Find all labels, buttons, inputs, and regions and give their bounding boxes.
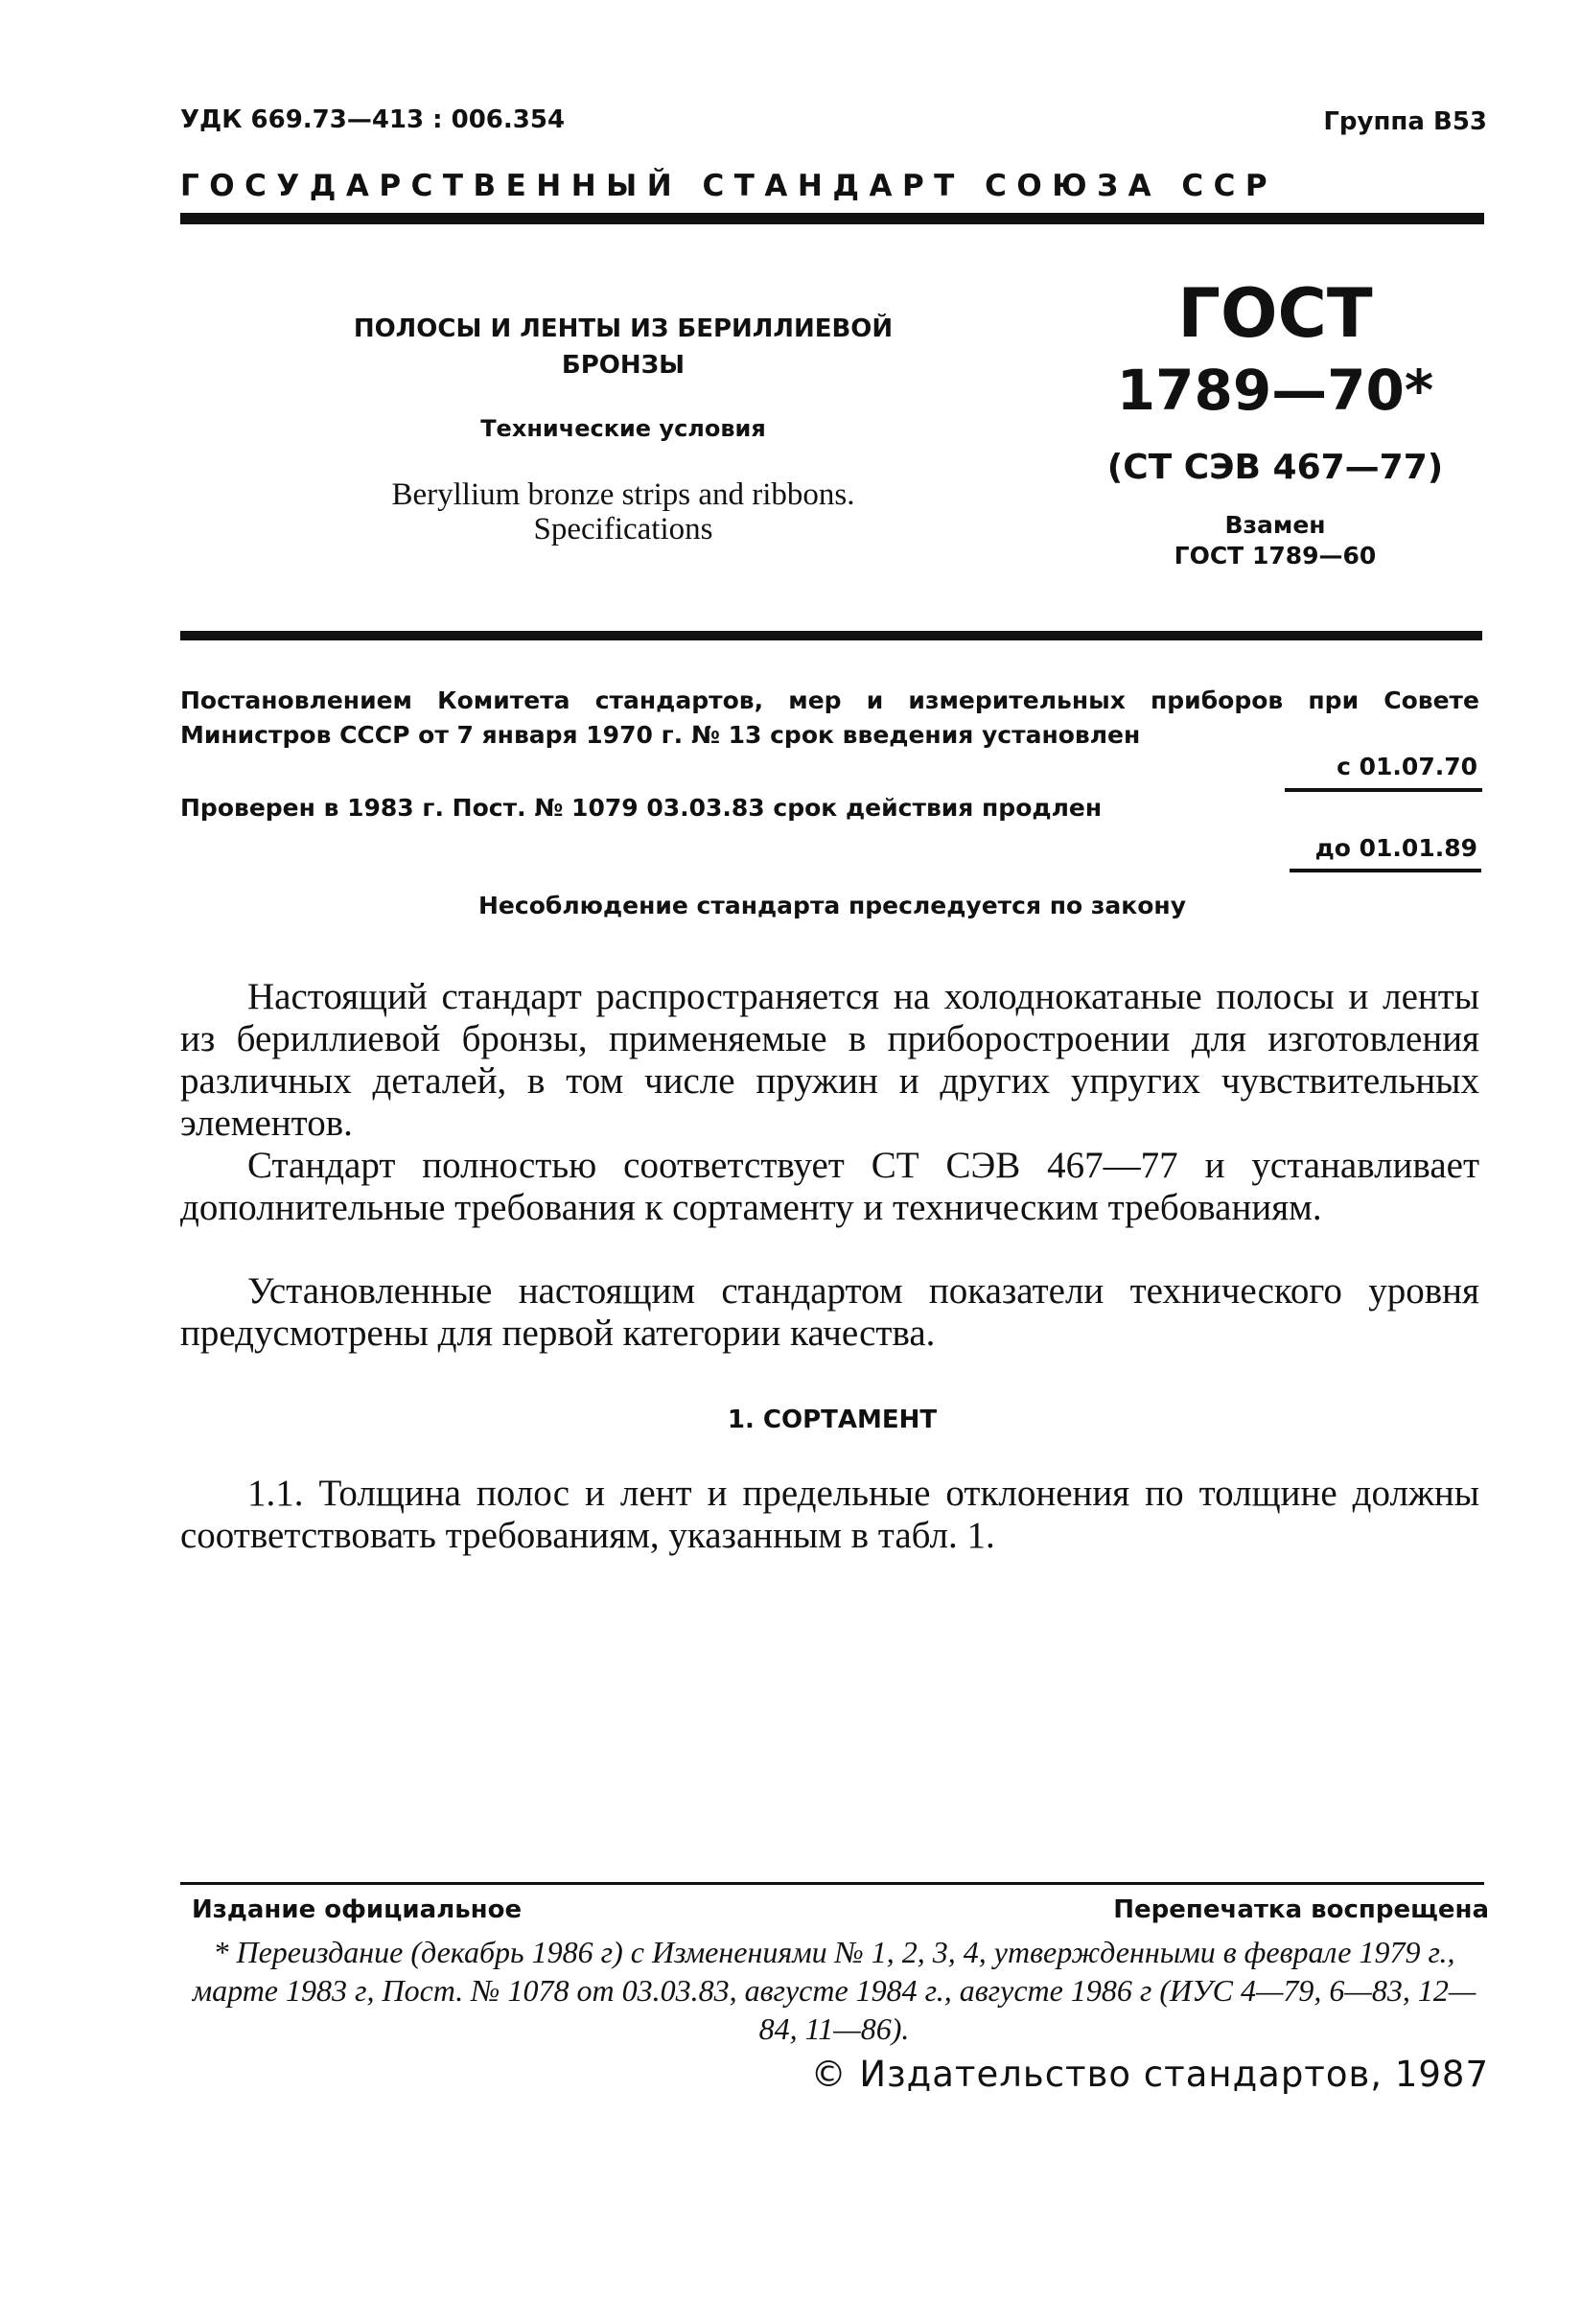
decree-text: Постановлением Комитета стандартов, мер и измерительных приборов при Совете Министров СССР от 7 января 1970 г. № 13 срок введения установлен <box>180 686 1479 749</box>
body-paragraph <box>180 1473 1479 1557</box>
checked-text: Проверен в 1983 г. Пост. № 1079 03.03.83 срок действия продлен <box>180 794 1103 822</box>
gost-label: ГОСТ <box>1177 274 1373 353</box>
body-paragraph <box>180 976 1479 1145</box>
copyright-notice: © Издательство стандартов, 1987 <box>810 2054 1489 2095</box>
extension-date-underline <box>1290 869 1481 872</box>
state-standard-banner: ГОСУДАРСТВЕННЫЙ СТАНДАРТ СОЮЗА ССР <box>180 169 1278 203</box>
top-rule <box>180 213 1484 224</box>
introduction-date-underline <box>1285 788 1482 792</box>
paragraph-text: 1.1. Толщина полос и лент и предельные отклонения по толщине должны соответствовать требованиям, указанным в табл. 1. <box>180 1473 1479 1556</box>
document-subtitle: Технические условия <box>480 415 766 442</box>
title-line-1: ПОЛОСЫ И ЛЕНТЫ ИЗ БЕРИЛЛИЕВОЙ <box>353 314 894 343</box>
paragraph-text: Настоящий стандарт распространяется на холоднокатаные полосы и ленты из бериллиевой бронзы, применяемые в приборостроении для изготовления различных деталей, в том числе пружин и других упругих чувствительных элементов. <box>180 976 1479 1144</box>
document-title <box>278 311 968 383</box>
english-title <box>278 477 968 546</box>
section-heading: 1. СОРТАМЕНТ <box>727 1406 938 1434</box>
body-paragraph <box>180 1270 1479 1355</box>
cev-reference: (СТ СЭВ 467—77) <box>1106 448 1444 487</box>
udk-code: УДК 669.73—413 : 006.354 <box>180 105 566 134</box>
english-title-line-2: Specifications <box>533 512 713 546</box>
gost-identifier-block <box>1103 276 1448 571</box>
body-paragraph <box>180 1145 1479 1229</box>
english-title-line-1: Beryllium bronze strips and ribbons. <box>391 477 855 512</box>
introduction-date: с 01.07.70 <box>1337 753 1477 780</box>
group-code: Группа В53 <box>1323 107 1487 136</box>
footer-rule <box>180 1882 1484 1885</box>
paragraph-text: Стандарт полностью соответствует СТ СЭВ 467—77 и устанавливает дополнительные требования к сортаменту и техническим требованиям. <box>180 1145 1479 1228</box>
title-line-2: БРОНЗЫ <box>561 351 686 380</box>
paragraph-text: Установленные настоящим стандартом показатели технического уровня предусмотрены для первой категории качества. <box>180 1270 1479 1354</box>
extension-date: до 01.01.89 <box>1314 834 1477 862</box>
reprint-prohibited-label: Перепечатка воспрещена <box>1113 1895 1489 1924</box>
middle-rule <box>180 631 1482 640</box>
gost-number: 1789—70* <box>1116 358 1434 423</box>
official-edition-label: Издание официальное <box>192 1895 523 1924</box>
reissue-footnote: * Переиздание (декабрь 1986 г) с Изменениями № 1, 2, 3, 4, утвержденными в феврале 1979 г., марте 1983 г, Пост. № 1078 от 03.03.83, августе 1984 г., августе 1986 г (ИУС 4—79, 6—83, 12—84, 11—86). <box>192 1935 1476 2046</box>
replaces-label: Взамен <box>1224 511 1326 539</box>
replaces-number: ГОСТ 1789—60 <box>1174 542 1377 569</box>
legal-warning: Несоблюдение стандарта преследуется по закону <box>478 892 1186 919</box>
replaces-block <box>1103 510 1448 571</box>
